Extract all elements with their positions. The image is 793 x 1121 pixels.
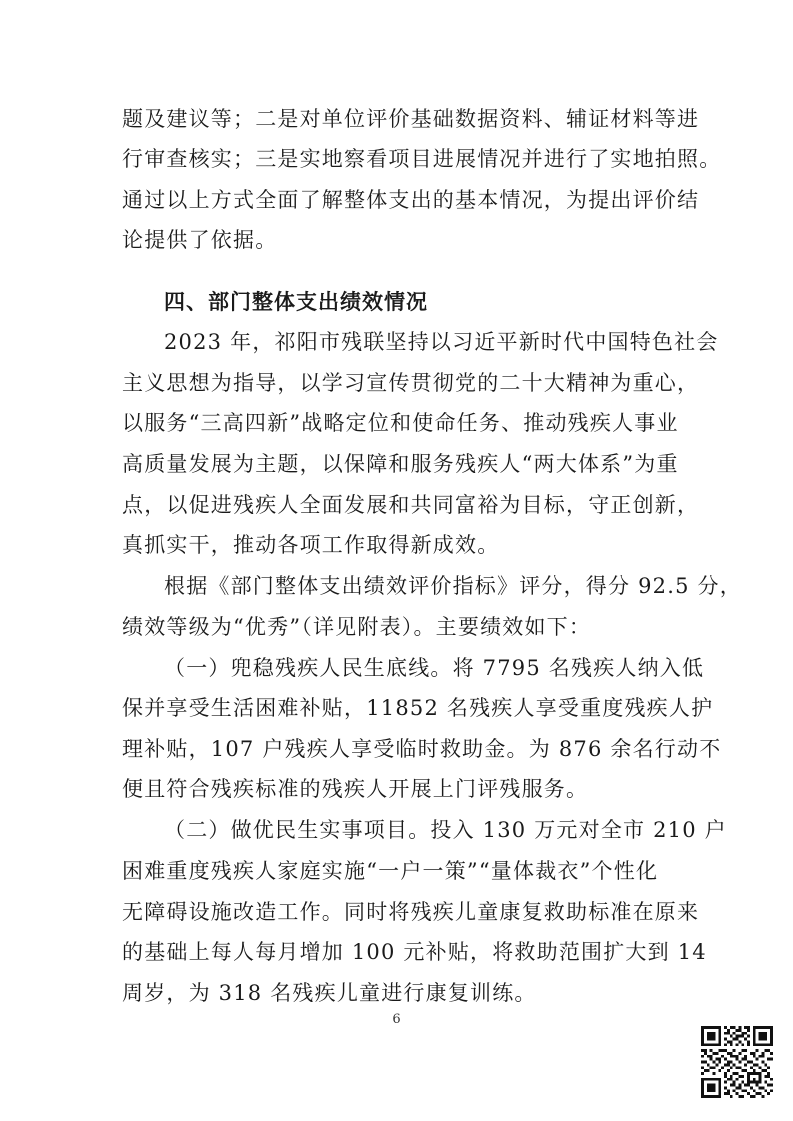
paragraph-line: 根据《部门整体支出绩效评价指标》评分，得分 92.5 分， xyxy=(164,574,742,598)
paragraph-line: 论提供了依据。 xyxy=(122,228,278,252)
paragraph-line: 便且符合残疾标准的残疾人开展上门评残服务。 xyxy=(122,777,589,801)
paragraph-line: 通过以上方式全面了解整体支出的基本情况，为提出评价结 xyxy=(122,188,700,212)
paragraph-line: 无障碍设施改造工作。同时将残疾儿童康复救助标准在原来 xyxy=(122,900,700,924)
paragraph-line: （二）做优民生实事项目。投入 130 万元对全市 210 户 xyxy=(164,818,727,842)
paragraph-line: 以服务“三高四新”战略定位和使命任务、推动残疾人事业 xyxy=(122,411,679,435)
qr-code-icon xyxy=(701,1026,773,1098)
paragraph-line: 2023 年，祁阳市残联坚持以习近平新时代中国特色社会 xyxy=(164,330,719,354)
section-heading: 四、部门整体支出绩效情况 xyxy=(164,290,428,314)
paragraph-line: 的基础上每人每月增加 100 元补贴，将救助范围扩大到 14 xyxy=(122,940,707,964)
paragraph-line: （一）兜稳残疾人民生底线。将 7795 名残疾人纳入低 xyxy=(164,656,705,680)
page-number: 6 xyxy=(392,1012,401,1027)
paragraph-line: 周岁，为 318 名残疾儿童进行康复训练。 xyxy=(122,981,537,1005)
paragraph-line: 理补贴，107 户残疾人享受临时救助金。为 876 余名行动不 xyxy=(122,737,722,761)
paragraph-line: 行审查核实；三是实地察看项目进展情况并进行了实地拍照。 xyxy=(122,147,722,171)
paragraph-line: 保并享受生活困难补贴，11852 名残疾人享受重度残疾人护 xyxy=(122,696,714,720)
paragraph-line: 真抓实干，推动各项工作取得新成效。 xyxy=(122,533,500,557)
paragraph-line: 主义思想为指导，以学习宣传贯彻党的二十大精神为重心， xyxy=(122,371,700,395)
paragraph-line: 题及建议等；二是对单位评价基础数据资料、辅证材料等进 xyxy=(122,107,700,131)
paragraph-line: 高质量发展为主题，以保障和服务残疾人“两大体系”为重 xyxy=(122,452,679,476)
paragraph-line: 绩效等级为“优秀”（详见附表）。主要绩效如下： xyxy=(122,615,592,639)
paragraph-line: 点，以促进残疾人全面发展和共同富裕为目标，守正创新， xyxy=(122,493,700,517)
paragraph-line: 困难重度残疾人家庭实施“一户一策”“量体裁衣”个性化 xyxy=(122,859,659,883)
